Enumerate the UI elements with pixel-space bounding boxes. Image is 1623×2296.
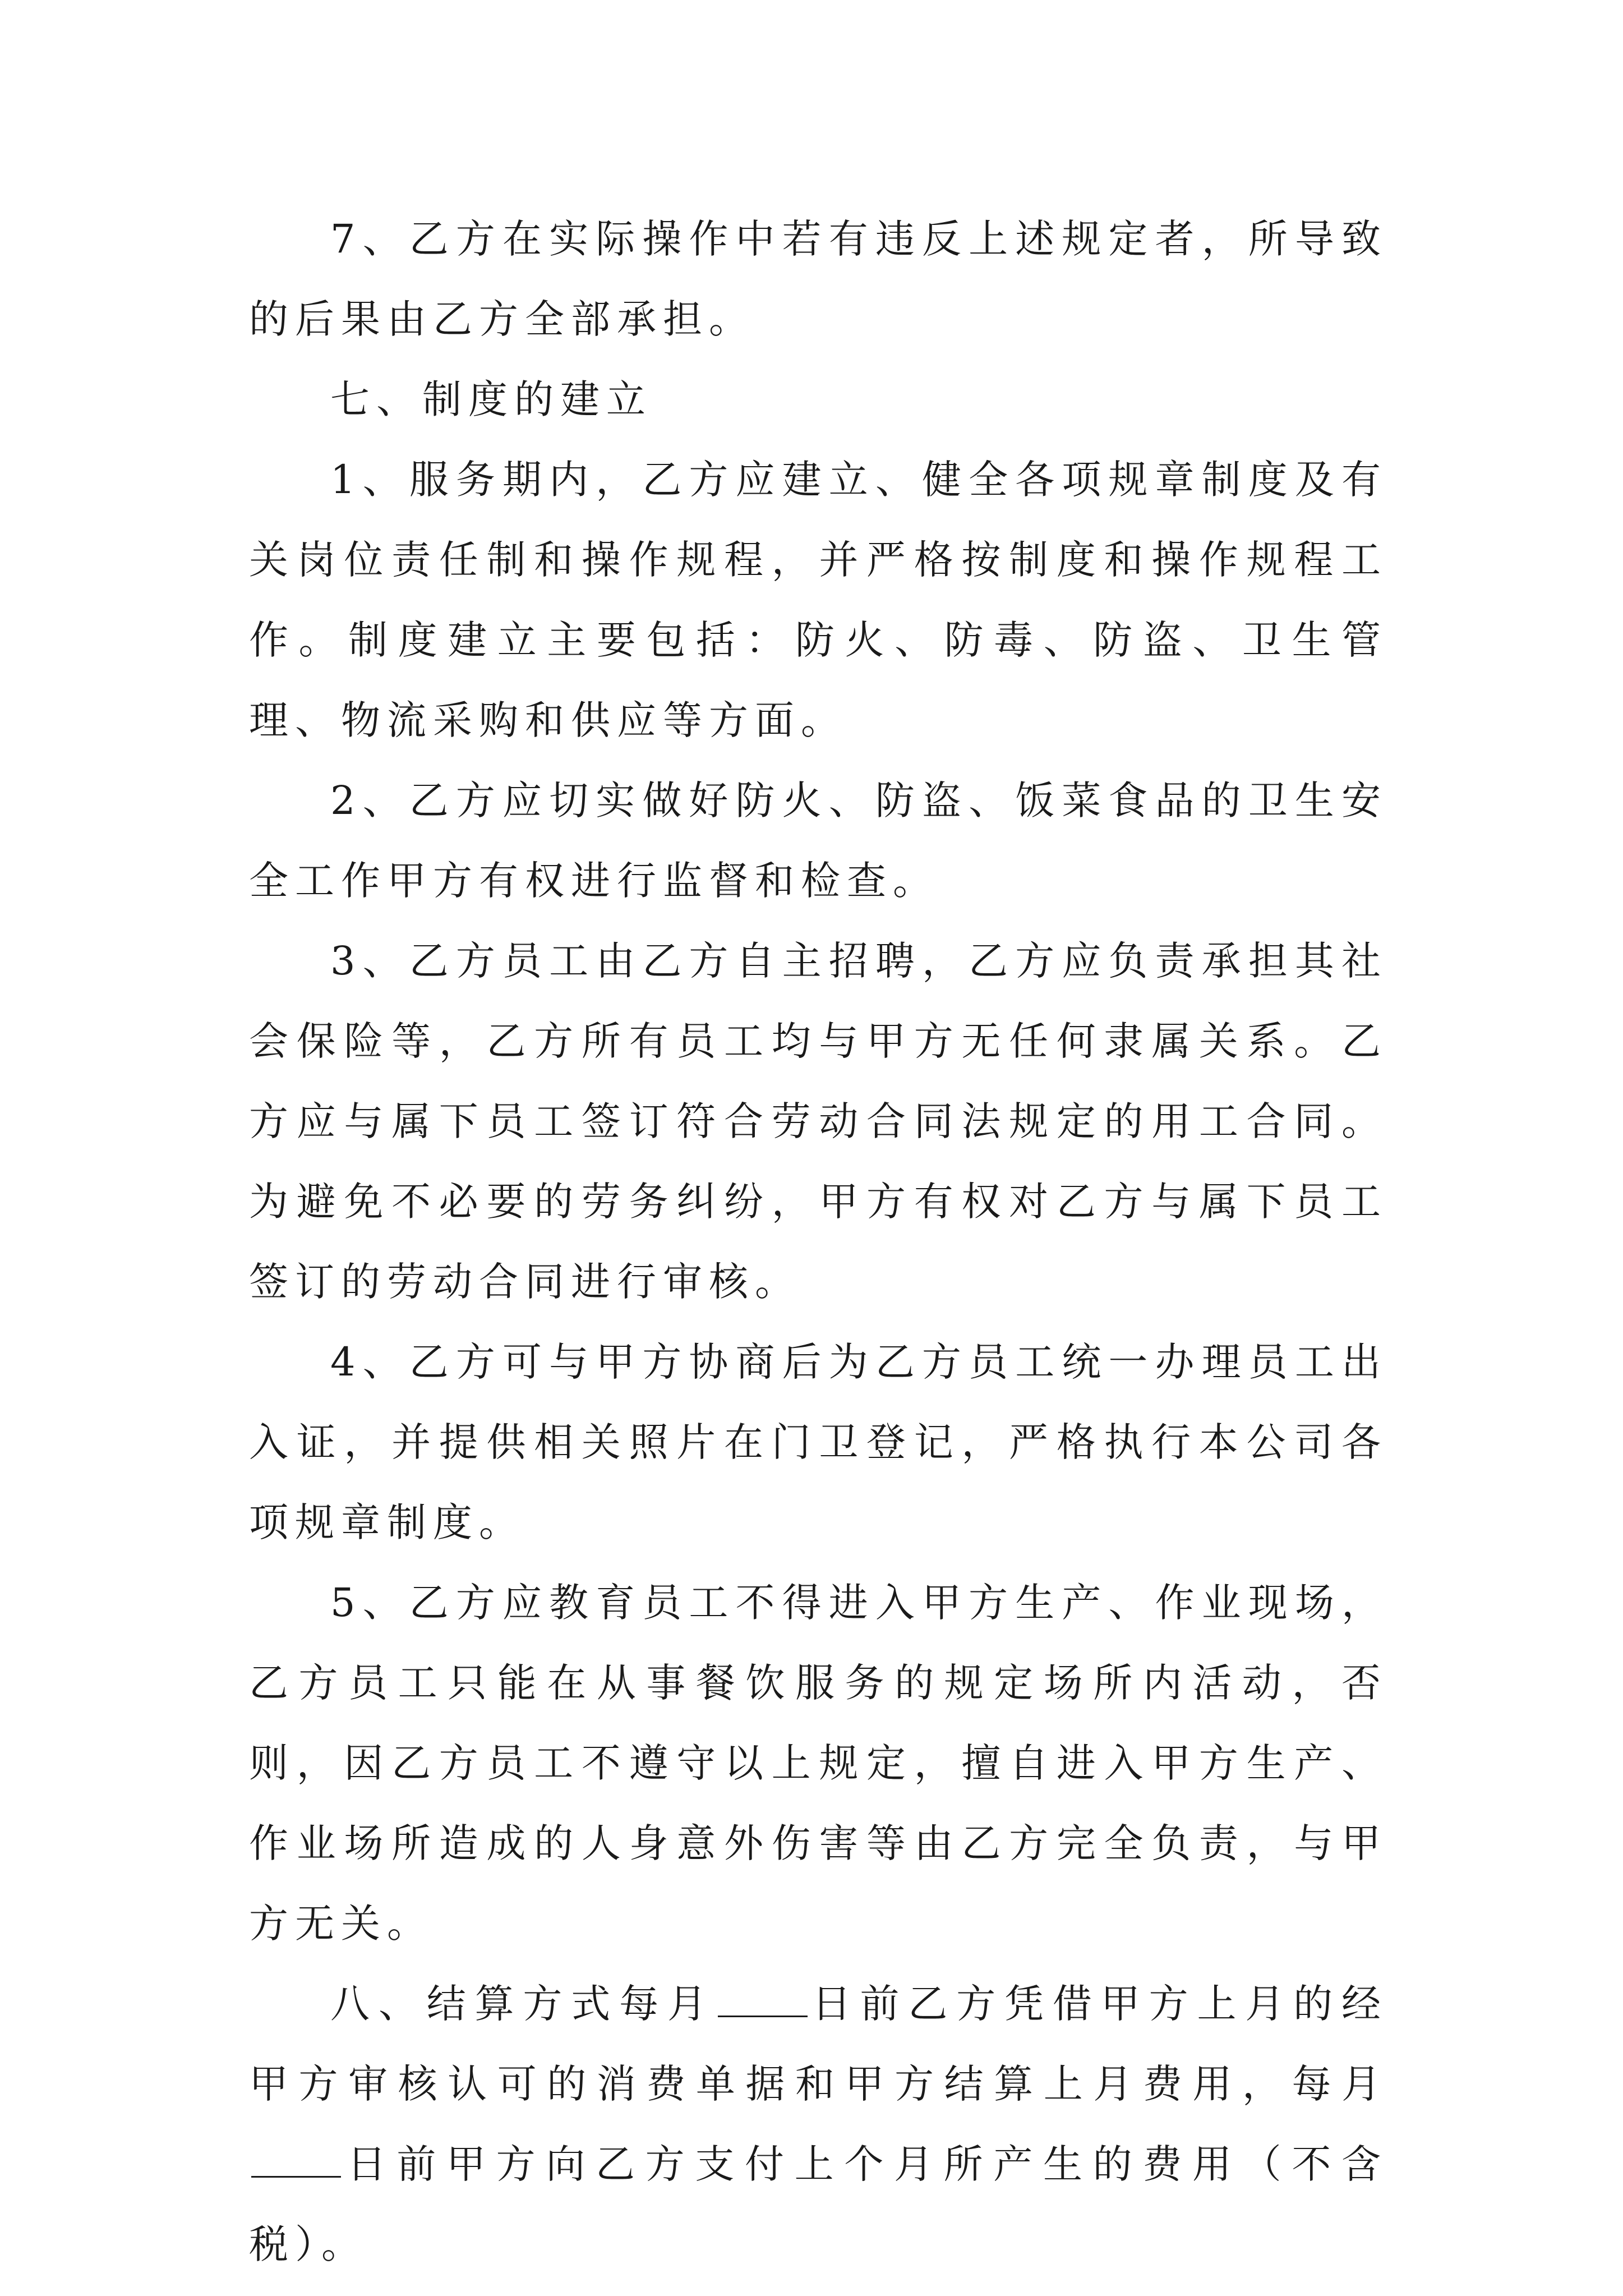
section-8-text-part1: 八、结算方式每月: [330, 1981, 716, 2027]
clause-3-paragraph: 3、乙方员工由乙方自主招聘，乙方应负责承担其社会保险等，乙方所有员工均与甲方无任何隶属关系。乙方应与属下员工签订符合劳动合同法规定的用工合同。为避免不必要的劳务纠纷，甲方有权对乙方与属下员工签订的劳动合同进行审核。: [249, 938, 1387, 1305]
clause-7-paragraph: 7、乙方在实际操作中若有违反上述规定者，所导致的后果由乙方全部承担。: [249, 216, 1387, 342]
clause-4-paragraph: 4、乙方可与甲方协商后为乙方员工统一办理员工出入证，并提供相关照片在门卫登记，严格执行本公司各项规章制度。: [249, 1339, 1387, 1545]
fill-in-blank-day-1[interactable]: [718, 2013, 808, 2017]
fill-in-blank-day-2[interactable]: [251, 2174, 341, 2178]
section-8-text-part3: 日前甲方向乙方支付上个月所产生的费用（不含税）。: [249, 2141, 1387, 2267]
clause-2-paragraph: 2、乙方应切实做好防火、防盗、饭菜食品的卫生安全工作甲方有权进行监督和检查。: [249, 777, 1387, 904]
clause-1-paragraph: 1、服务期内，乙方应建立、健全各项规章制度及有关岗位责任制和操作规程，并严格按制度和操作规程工作。制度建立主要包括：防火、防毒、防盗、卫生管理、物流采购和供应等方面。: [249, 457, 1387, 743]
section-8-paragraph: [249, 1964, 1387, 2285]
section-8-text-part2: 日前乙方凭借甲方上月的经甲方审核认可的消费单据和甲方结算上月费用，每月: [249, 1981, 1388, 2107]
document-body: [249, 199, 1387, 2285]
clause-5-paragraph: 5、乙方应教育员工不得进入甲方生产、作业现场，乙方员工只能在从事餐饮服务的规定场所内活动，否则，因乙方员工不遵守以上规定，擅自进入甲方生产、作业场所造成的人身意外伤害等由乙方完全负责，与甲方无关。: [249, 1580, 1387, 1947]
section-7-heading: 七、制度的建立: [330, 376, 652, 422]
